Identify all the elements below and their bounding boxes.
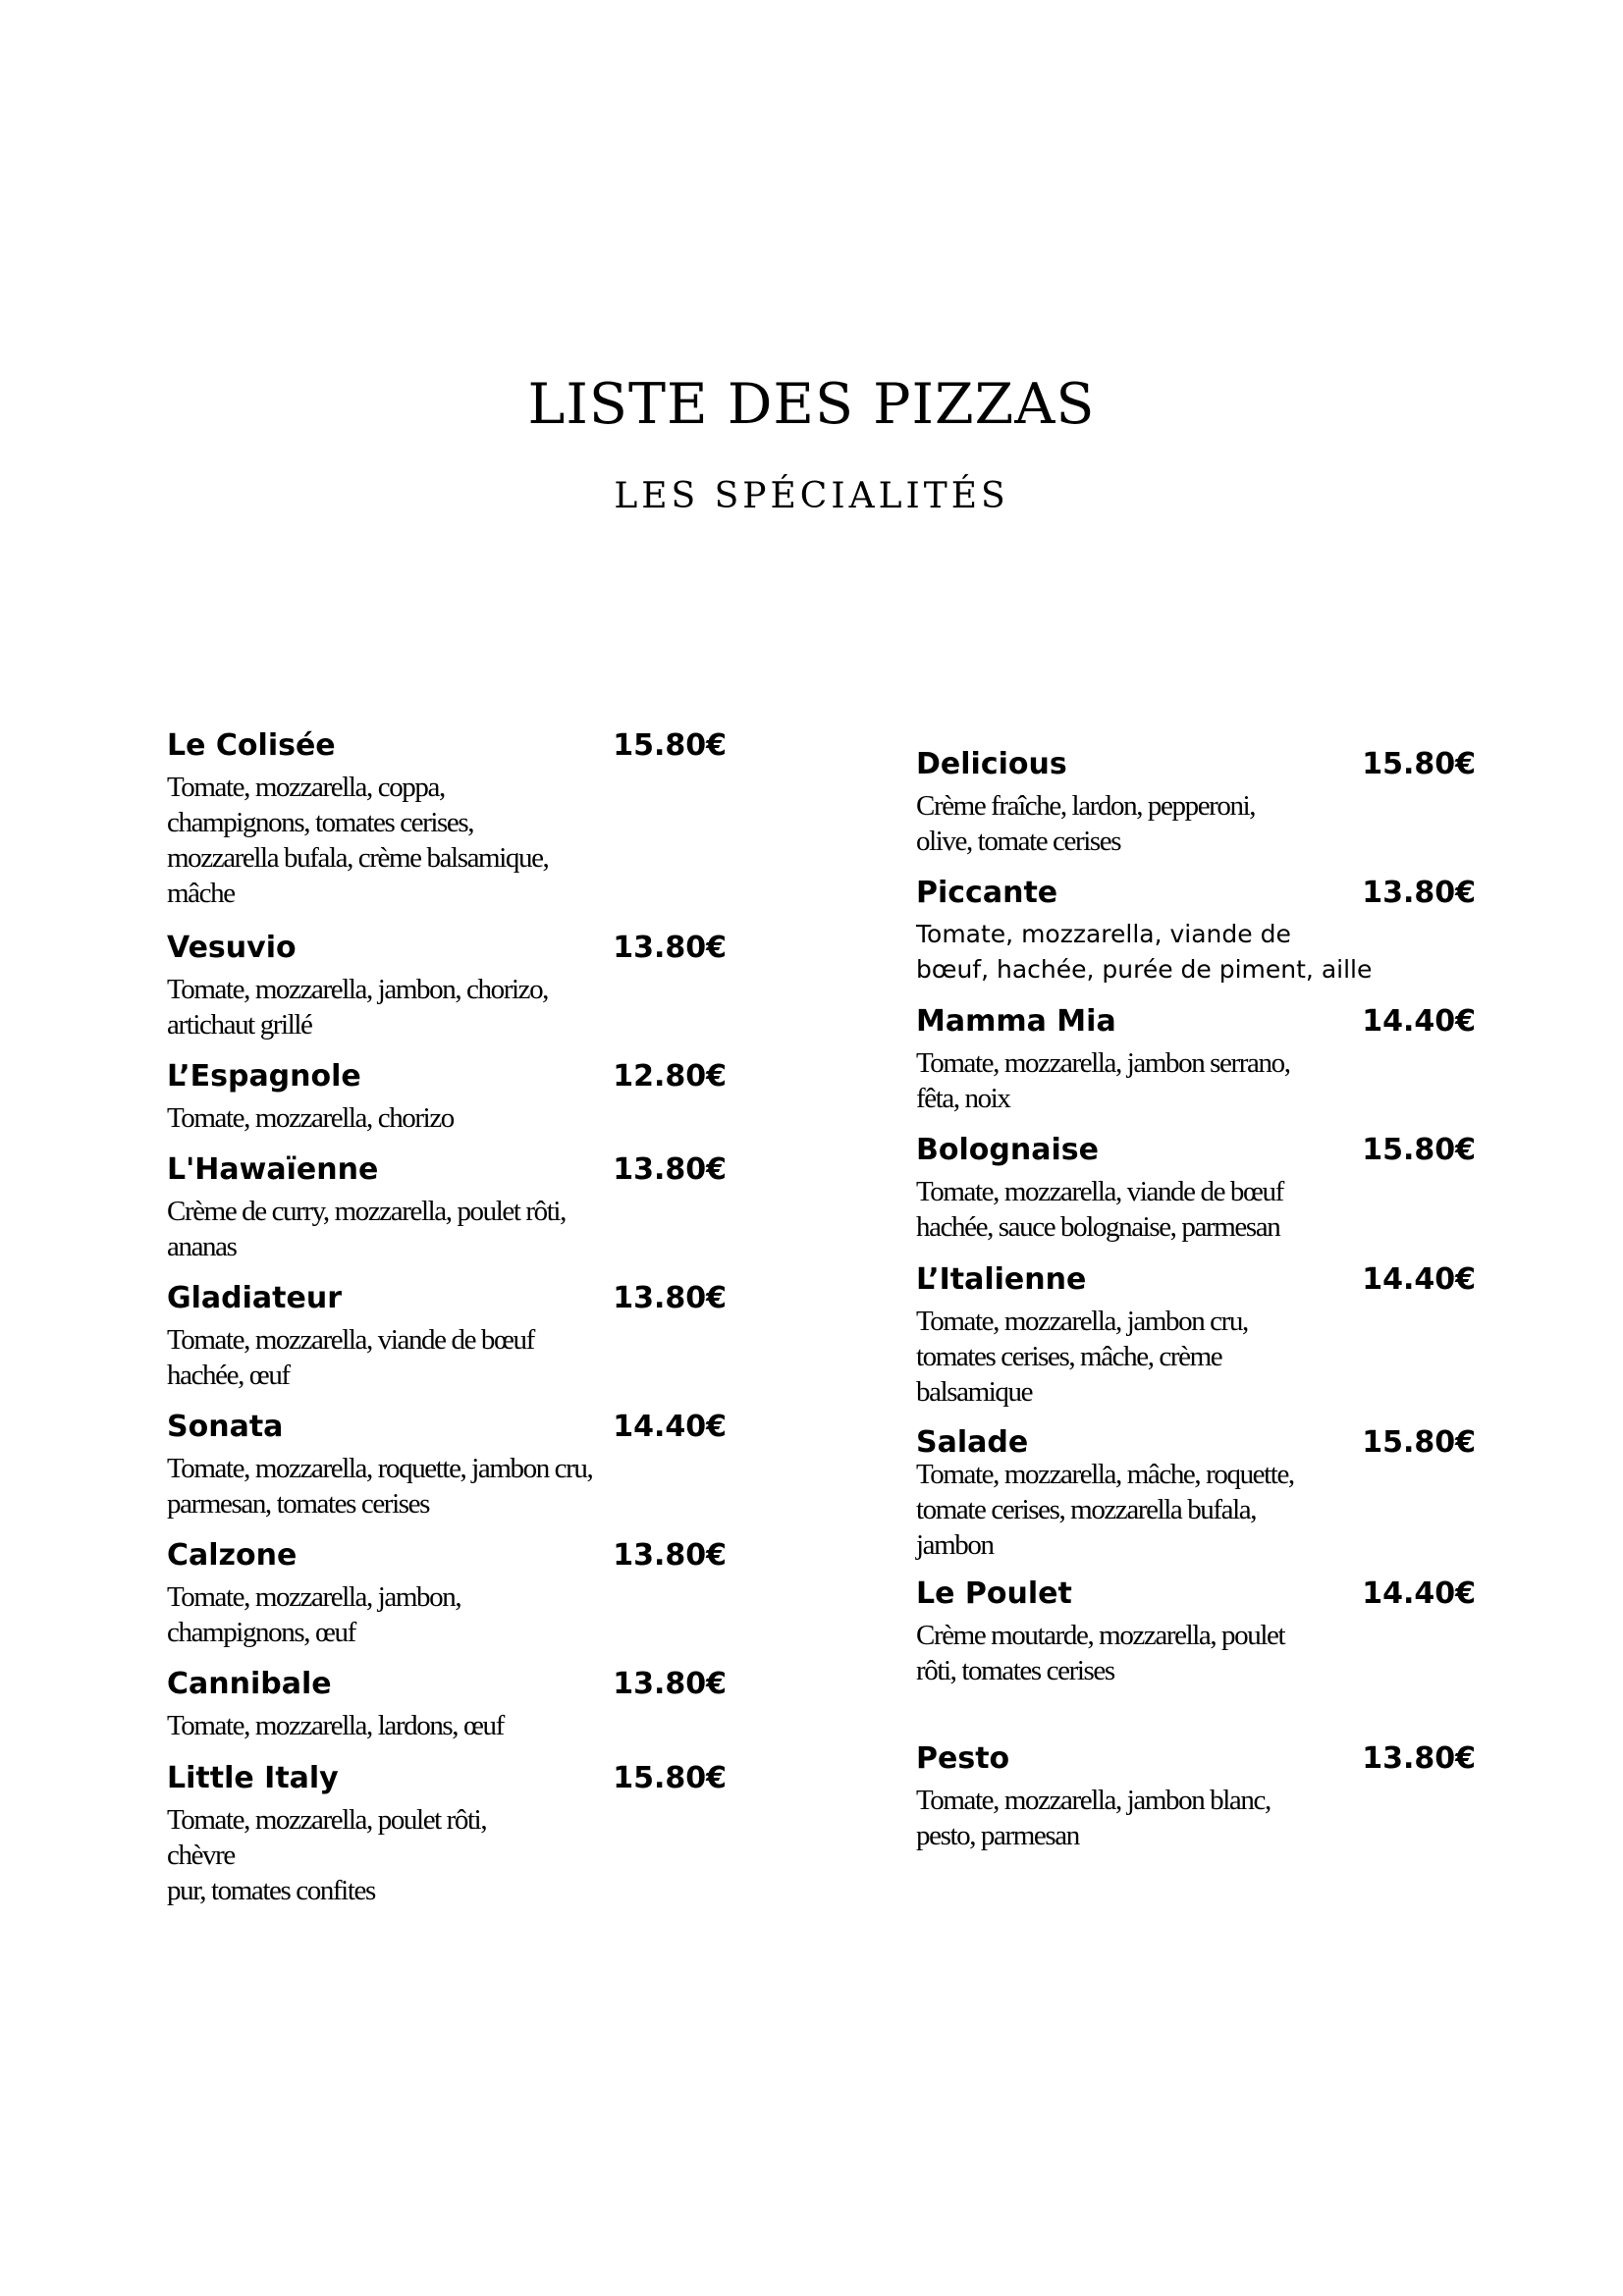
description-line: hachée, œuf — [167, 1360, 290, 1391]
pizza-name: Sonata — [167, 1410, 284, 1444]
description-line: olive, tomate cerises — [916, 826, 1121, 857]
description-line: mozzarella bufala, crème balsamique, — [167, 842, 549, 874]
pizza-name: L’Italienne — [916, 1262, 1087, 1297]
pizza-description — [916, 1045, 1476, 1116]
description-line: jambon — [916, 1529, 994, 1561]
description-line: bœuf, hachée, purée de piment, aille — [916, 955, 1373, 984]
pizza-item — [167, 1661, 727, 1743]
pizza-name: Cannibale — [167, 1667, 332, 1701]
pizza-description — [167, 972, 727, 1042]
pizza-item — [167, 1404, 727, 1522]
pizza-price: 15.80€ — [613, 728, 727, 763]
pizza-name: Le Colisée — [167, 728, 336, 763]
description-line: Tomate, mozzarella, viande de bœuf — [916, 1176, 1283, 1207]
description-line: chèvre — [167, 1840, 235, 1871]
description-line: fêta, noix — [916, 1083, 1010, 1114]
pizza-name: L'Hawaïenne — [167, 1152, 379, 1187]
pizza-item — [916, 1256, 1476, 1410]
pizza-price: 15.80€ — [613, 1761, 727, 1795]
description-line: Tomate, mozzarella, coppa, — [167, 772, 445, 803]
description-line: balsamique — [916, 1376, 1033, 1408]
description-line: Tomate, mozzarella, roquette, jambon cru, — [167, 1453, 593, 1484]
pizza-price: 14.40€ — [613, 1410, 727, 1444]
description-line: Tomate, mozzarella, jambon, chorizo, — [167, 974, 549, 1005]
pizza-item — [916, 998, 1476, 1116]
description-line: Tomate, mozzarella, jambon cru, — [916, 1306, 1248, 1337]
pizza-name: Delicious — [916, 747, 1067, 781]
description-line: Tomate, mozzarella, jambon blanc, — [916, 1785, 1271, 1816]
pizza-item — [167, 1755, 727, 1908]
pizza-item — [167, 925, 727, 1042]
pizza-name: Le Poulet — [916, 1576, 1072, 1611]
pizza-description — [916, 1618, 1476, 1688]
pizza-description — [167, 1100, 727, 1136]
pizza-description — [167, 1802, 727, 1908]
description-line: mâche — [167, 878, 235, 909]
pizza-price: 15.80€ — [1362, 1425, 1476, 1460]
menu-title: LISTE DES PIZZAS — [527, 372, 1096, 437]
description-line: Tomate, mozzarella, viande de — [916, 920, 1291, 948]
pizza-name: Pesto — [916, 1741, 1010, 1776]
pizza-price: 15.80€ — [1362, 1133, 1476, 1167]
pizza-description — [916, 1174, 1476, 1245]
pizza-item — [916, 1419, 1476, 1563]
description-line: Tomate, mozzarella, poulet rôti, — [167, 1804, 487, 1836]
pizza-name: Vesuvio — [167, 931, 297, 965]
description-line: Crème moutarde, mozzarella, poulet — [916, 1620, 1285, 1651]
description-line: rôti, tomates cerises — [916, 1655, 1114, 1686]
description-line: ananas — [167, 1231, 237, 1262]
pizza-name: Gladiateur — [167, 1281, 342, 1315]
pizza-price: 13.80€ — [1362, 876, 1476, 910]
description-line: hachée, sauce bolognaise, parmesan — [916, 1211, 1280, 1243]
pizza-item — [167, 722, 727, 911]
pizza-item — [167, 1275, 727, 1393]
pizza-price: 14.40€ — [1362, 1262, 1476, 1297]
pizza-description — [167, 1194, 727, 1264]
pizza-item — [916, 1127, 1476, 1245]
pizza-name: Piccante — [916, 876, 1058, 910]
description-line: parmesan, tomates cerises — [167, 1488, 429, 1520]
pizza-description — [167, 1708, 727, 1743]
description-line: artichaut grillé — [167, 1009, 312, 1041]
pizza-price: 13.80€ — [613, 1152, 727, 1187]
pizza-price: 14.40€ — [1362, 1576, 1476, 1611]
pizza-description — [167, 1579, 727, 1650]
pizza-price: 13.80€ — [613, 1281, 727, 1315]
pizza-item — [167, 1532, 727, 1650]
description-line: Tomate, mozzarella, lardons, œuf — [167, 1710, 504, 1741]
pizza-description — [167, 770, 727, 911]
description-line: champignons, œuf — [167, 1617, 355, 1648]
pizza-item — [916, 741, 1476, 859]
pizza-price: 13.80€ — [1362, 1741, 1476, 1776]
pizza-description — [167, 1322, 727, 1393]
pizza-price: 13.80€ — [613, 931, 727, 965]
description-line: Crème fraîche, lardon, pepperoni, — [916, 790, 1256, 822]
pizza-price: 13.80€ — [613, 1667, 727, 1701]
pizza-name: Bolognaise — [916, 1133, 1099, 1167]
pizza-item — [916, 870, 1476, 988]
description-line: tomates cerises, mâche, crème — [916, 1341, 1222, 1372]
pizza-price: 14.40€ — [1362, 1004, 1476, 1039]
pizza-description — [916, 1783, 1476, 1853]
pizza-price: 13.80€ — [613, 1538, 727, 1573]
pizza-name: Calzone — [167, 1538, 298, 1573]
menu-subtitle: LES SPÉCIALITÉS — [614, 476, 1009, 516]
pizza-item — [167, 1053, 727, 1136]
pizza-item — [916, 1735, 1476, 1853]
description-line: Tomate, mozzarella, jambon, — [167, 1581, 461, 1613]
description-line: champignons, tomates cerises, — [167, 807, 474, 838]
description-line: pesto, parmesan — [916, 1820, 1079, 1851]
pizza-name: Little Italy — [167, 1761, 339, 1795]
pizza-name: Mamma Mia — [916, 1004, 1116, 1039]
pizza-item — [916, 1571, 1476, 1688]
pizza-name: L’Espagnole — [167, 1059, 361, 1094]
description-line: pur, tomates confites — [167, 1875, 375, 1906]
pizza-description — [167, 1451, 727, 1522]
pizza-description — [916, 1457, 1476, 1563]
pizza-description — [916, 917, 1476, 988]
pizza-description — [916, 1304, 1476, 1410]
description-line: Crème de curry, mozzarella, poulet rôti, — [167, 1196, 566, 1227]
pizza-description — [916, 788, 1476, 859]
description-line: Tomate, mozzarella, jambon serrano, — [916, 1047, 1290, 1079]
description-line: Tomate, mozzarella, viande de bœuf — [167, 1324, 534, 1356]
description-line: Tomate, mozzarella, chorizo — [167, 1102, 454, 1134]
description-line: tomate cerises, mozzarella bufala, — [916, 1494, 1257, 1525]
pizza-name: Salade — [916, 1425, 1029, 1460]
pizza-item — [167, 1147, 727, 1264]
pizza-price: 15.80€ — [1362, 747, 1476, 781]
pizza-price: 12.80€ — [613, 1059, 727, 1094]
description-line: Tomate, mozzarella, mâche, roquette, — [916, 1459, 1294, 1490]
